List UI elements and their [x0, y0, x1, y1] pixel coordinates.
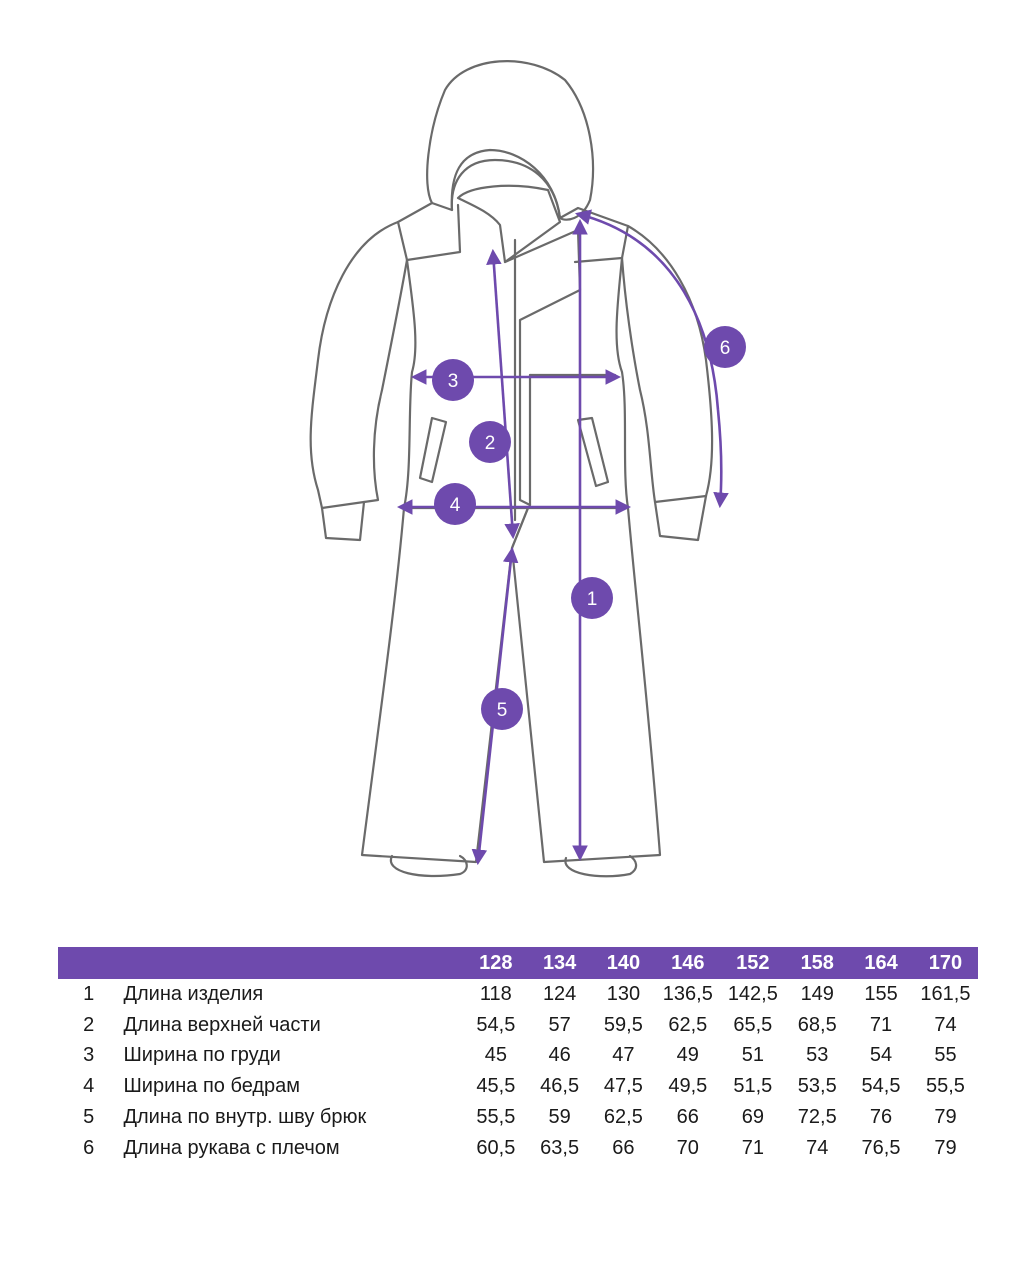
- cell-value: 62,5: [603, 1106, 643, 1129]
- size-header: 152: [736, 951, 770, 974]
- cell-value: 136,5: [662, 982, 713, 1005]
- row-number: 1: [83, 982, 95, 1005]
- cell-value: 59,5: [603, 1013, 643, 1036]
- cell-value: 76,5: [861, 1136, 901, 1159]
- cell-value: 60,5: [476, 1136, 516, 1159]
- svg-text:5: 5: [496, 700, 508, 721]
- cell-value: 72,5: [797, 1106, 837, 1129]
- marker-2: [469, 421, 511, 463]
- cell-value: 65,5: [733, 1013, 773, 1036]
- front-flap: [505, 230, 580, 505]
- table-row: [58, 1102, 978, 1133]
- measurement-markers: [432, 326, 746, 730]
- table-row: [58, 1071, 978, 1102]
- table-row: [58, 1041, 978, 1072]
- cell-value: 68,5: [797, 1013, 837, 1036]
- marker-4: [434, 483, 476, 525]
- header-blank-label: [119, 947, 464, 979]
- left-leg: [362, 508, 528, 862]
- cell-value: 51,5: [733, 1075, 773, 1098]
- left-shoulder: [398, 203, 460, 260]
- cell-value: 45,5: [476, 1075, 516, 1098]
- cell-value: 142,5: [727, 982, 778, 1005]
- cell-value: 53: [806, 1044, 829, 1067]
- table-row: [58, 979, 978, 1010]
- left-sleeve: [311, 222, 407, 508]
- cell-value: 49: [676, 1044, 699, 1067]
- cell-value: 45: [484, 1044, 507, 1067]
- svg-text:4: 4: [449, 495, 461, 516]
- size-header: 134: [542, 951, 577, 974]
- cell-value: 74: [806, 1136, 829, 1159]
- cell-value: 149: [800, 982, 834, 1005]
- svg-text:2: 2: [484, 433, 496, 454]
- measure-line-2: [493, 252, 513, 536]
- cell-value: 46,5: [540, 1075, 580, 1098]
- row-number: 2: [83, 1013, 95, 1036]
- cell-value: 71: [869, 1013, 893, 1036]
- cell-value: 49,5: [668, 1075, 708, 1098]
- cell-value: 79: [934, 1106, 957, 1129]
- cell-value: 55,5: [476, 1106, 516, 1129]
- svg-text:6: 6: [719, 338, 731, 359]
- size-header: 128: [479, 951, 513, 974]
- cell-value: 69: [741, 1106, 764, 1129]
- size-header: 170: [928, 951, 963, 974]
- cell-value: 51: [741, 1044, 764, 1067]
- cell-value: 74: [934, 1013, 957, 1036]
- cell-value: 66: [612, 1136, 635, 1159]
- cell-value: 55,5: [925, 1075, 965, 1098]
- size-header: 158: [800, 951, 834, 974]
- cell-value: 54,5: [476, 1013, 516, 1036]
- cell-value: 118: [479, 982, 512, 1005]
- cell-value: 55: [934, 1044, 957, 1067]
- cell-value: 79: [934, 1136, 957, 1159]
- row-number: 5: [83, 1106, 95, 1129]
- cell-value: 53,5: [797, 1075, 837, 1098]
- right-cuff: [655, 496, 706, 540]
- right-pocket: [578, 418, 608, 486]
- table-row: [58, 1133, 978, 1164]
- row-label: Длина рукава с плечом: [123, 1136, 340, 1159]
- svg-text:1: 1: [586, 589, 598, 610]
- cell-value: 124: [542, 982, 577, 1005]
- header-blank-num: [58, 947, 119, 979]
- marker-1: [571, 577, 613, 619]
- cell-value: 46: [548, 1044, 571, 1067]
- row-label: Длина по внутр. шву брюк: [123, 1106, 367, 1129]
- size-header-row: [58, 947, 978, 979]
- svg-text:3: 3: [447, 371, 459, 392]
- size-header: 146: [671, 951, 705, 974]
- row-number: 4: [83, 1075, 95, 1098]
- collar: [458, 186, 560, 262]
- row-number: 6: [83, 1136, 95, 1159]
- row-label: Длина изделия: [123, 982, 264, 1005]
- cell-value: 57: [548, 1013, 571, 1036]
- cell-value: 66: [676, 1106, 699, 1129]
- size-header: 140: [606, 951, 641, 974]
- jumpsuit-outline: [311, 61, 712, 876]
- cell-value: 47,5: [603, 1075, 643, 1098]
- cell-value: 76: [869, 1106, 893, 1129]
- row-label: Длина верхней части: [123, 1013, 321, 1036]
- row-label: Ширина по груди: [123, 1044, 281, 1067]
- row-number: 3: [83, 1044, 95, 1067]
- row-label: Ширина по бедрам: [123, 1075, 301, 1098]
- marker-3: [432, 359, 474, 401]
- marker-6: [704, 326, 746, 368]
- marker-5: [481, 688, 523, 730]
- right-leg: [512, 508, 660, 862]
- table-row: [58, 1010, 978, 1041]
- cell-value: 130: [606, 982, 641, 1005]
- right-shoulder: [560, 208, 628, 262]
- cell-value: 54: [869, 1044, 893, 1067]
- cell-value: 47: [612, 1044, 635, 1067]
- cell-value: 62,5: [668, 1013, 708, 1036]
- cell-value: 63,5: [540, 1136, 580, 1159]
- cell-value: 155: [864, 982, 898, 1005]
- size-table: [58, 947, 978, 1164]
- size-header: 164: [864, 951, 898, 974]
- left-pocket: [420, 418, 446, 482]
- cell-value: 54,5: [861, 1075, 901, 1098]
- cell-value: 161,5: [920, 982, 971, 1005]
- cell-value: 59: [548, 1106, 571, 1129]
- cell-value: 70: [676, 1136, 699, 1159]
- cell-value: 71: [741, 1136, 764, 1159]
